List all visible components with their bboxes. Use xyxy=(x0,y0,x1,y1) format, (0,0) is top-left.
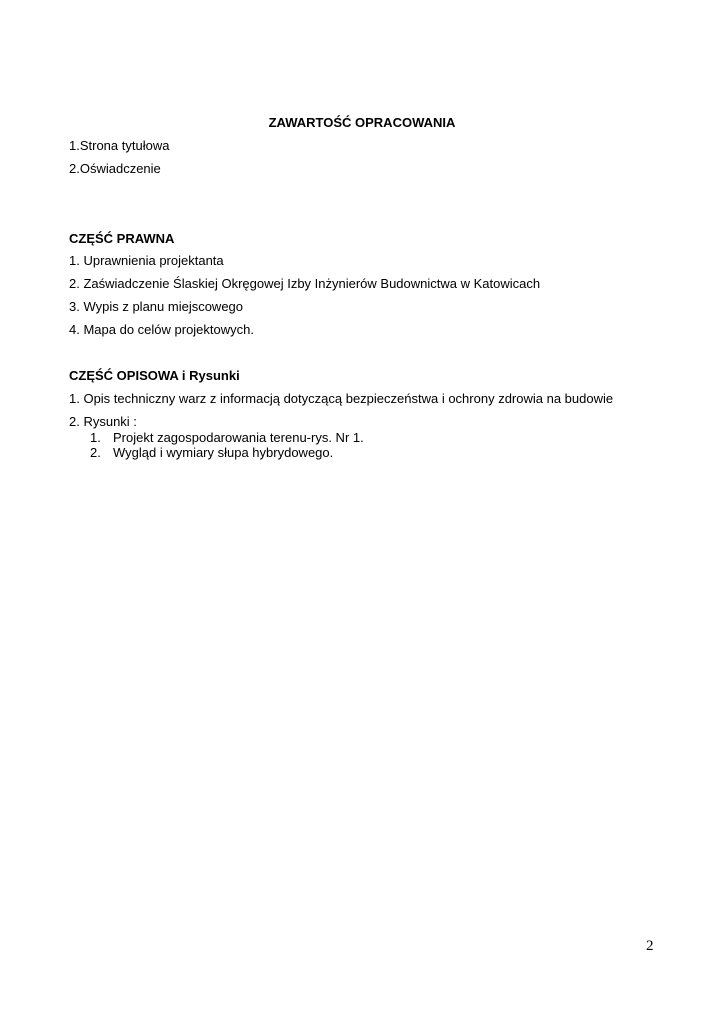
section-legal-heading: CZĘŚĆ PRAWNA xyxy=(69,231,175,246)
desc-item-2: 2. Rysunki : xyxy=(69,414,137,429)
drawing-label: Wygląd i wymiary słupa hybrydowego. xyxy=(113,445,334,460)
intro-item-2: 2.Oświadczenie xyxy=(69,161,161,176)
section-desc-heading: CZĘŚĆ OPISOWA i Rysunki xyxy=(69,368,240,383)
drawing-number: 2. xyxy=(90,445,101,460)
legal-item-1: 1. Uprawnienia projektanta xyxy=(69,253,224,268)
desc-item-1: 1. Opis techniczny warz z informacją dotyczącą bezpieczeństwa i ochrony zdrowia na budowie xyxy=(69,391,614,406)
page-number: 2 xyxy=(646,938,654,954)
intro-item-1: 1.Strona tytułowa xyxy=(69,138,170,153)
drawing-label: Projekt zagospodarowania terenu-rys. Nr 1. xyxy=(113,430,364,445)
legal-item-3: 3. Wypis z planu miejscowego xyxy=(69,299,244,314)
legal-item-2: 2. Zaświadczenie Ślaskiej Okręgowej Izby Inżynierów Budownictwa w Katowicach xyxy=(69,276,541,291)
document-title: ZAWARTOŚĆ OPRACOWANIA xyxy=(268,115,456,130)
legal-item-4: 4. Mapa do celów projektowych. xyxy=(69,322,254,337)
drawing-number: 1. xyxy=(90,430,101,445)
